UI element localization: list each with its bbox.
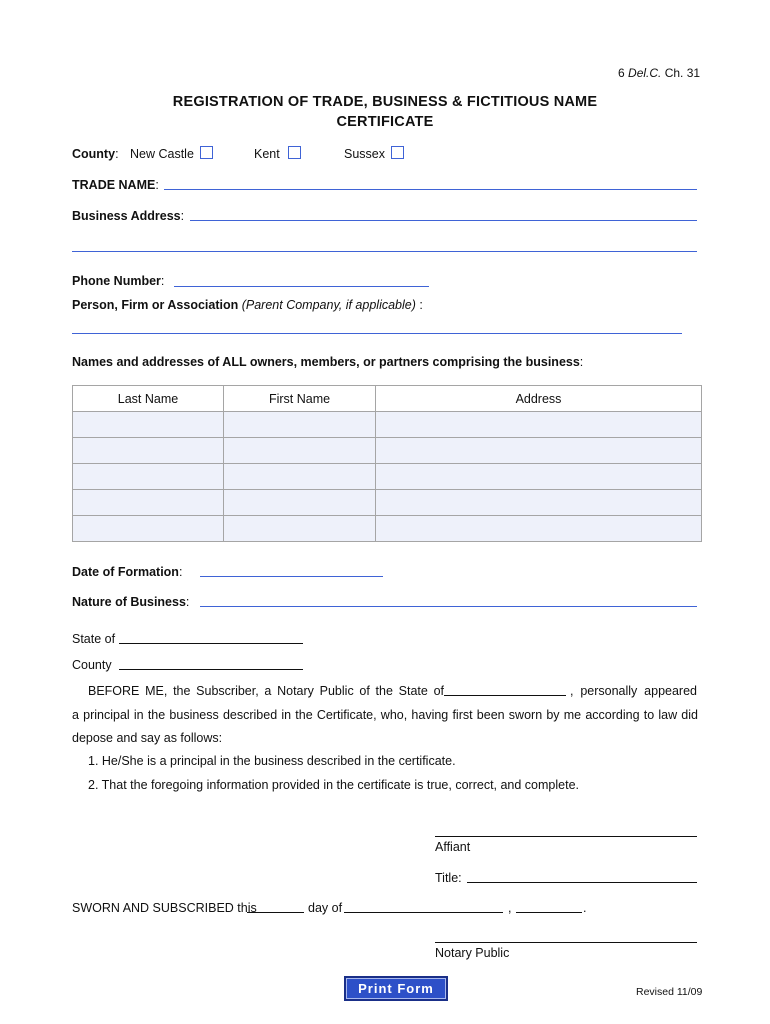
parent-company-label: Person, Firm or Association (Parent Company, if applicable) :	[72, 298, 423, 312]
sworn-year-blank	[516, 912, 582, 913]
sworn-day-of: day of	[308, 901, 343, 915]
column-header-address: Address	[376, 386, 702, 412]
table-row	[73, 464, 702, 490]
first-name-cell[interactable]	[224, 412, 376, 438]
parent-company-note: (Parent Company, if applicable)	[241, 298, 416, 312]
business-address-field-line2[interactable]	[72, 251, 697, 252]
print-form-button[interactable]	[344, 976, 448, 1001]
address-cell[interactable]	[376, 412, 702, 438]
table-row	[73, 516, 702, 542]
first-name-cell[interactable]	[224, 490, 376, 516]
column-header-first-name: First Name	[224, 386, 376, 412]
sworn-period: .	[583, 901, 587, 915]
county-kent-checkbox[interactable]	[288, 146, 301, 159]
county-option-kent-label: Kent	[254, 147, 280, 161]
address-cell[interactable]	[376, 464, 702, 490]
last-name-cell[interactable]	[73, 516, 224, 542]
oath-before-me: BEFORE ME, the Subscriber, a Notary Public of the State of	[88, 684, 444, 698]
last-name-cell[interactable]	[73, 490, 224, 516]
business-address-field[interactable]	[190, 220, 697, 221]
revision-date: Revised 11/09	[636, 986, 703, 998]
trade-name-label: TRADE NAME:	[72, 178, 159, 192]
address-cell[interactable]	[376, 490, 702, 516]
trade-name-field[interactable]	[164, 189, 697, 190]
nature-of-business-label: Nature of Business:	[72, 595, 190, 609]
statute-number: 6	[618, 66, 625, 80]
date-of-formation-field[interactable]	[200, 576, 383, 577]
table-row	[73, 438, 702, 464]
last-name-cell[interactable]	[73, 464, 224, 490]
form-title-line2: CERTIFICATE	[336, 114, 434, 130]
statute-reference	[618, 66, 700, 80]
notary-public-label: Notary Public	[435, 946, 510, 960]
phone-number-label: Phone Number:	[72, 274, 165, 288]
date-of-formation-label: Date of Formation:	[72, 565, 183, 579]
county-option-new-castle-label: New Castle	[130, 147, 194, 161]
affiant-signature-line	[435, 836, 697, 837]
county-of-label: County	[72, 658, 112, 672]
oath-item1: 1. He/She is a principal in the business described in the certificate.	[88, 754, 456, 768]
owners-heading: Names and addresses of ALL owners, members, or partners comprising the business:	[72, 355, 584, 369]
state-of-label: State of	[72, 632, 116, 646]
address-cell[interactable]	[376, 516, 702, 542]
print-form-button-label: Print Form	[346, 978, 446, 999]
statute-chapter: Ch. 31	[664, 66, 701, 80]
county-label: County:	[72, 147, 119, 161]
parent-company-field[interactable]	[72, 333, 682, 334]
phone-number-field[interactable]	[174, 286, 429, 287]
county-of-blank	[119, 669, 303, 670]
sworn-text: SWORN AND SUBSCRIBED this	[72, 901, 257, 915]
first-name-cell[interactable]	[224, 516, 376, 542]
county-sussex-checkbox[interactable]	[391, 146, 404, 159]
title-blank	[467, 882, 697, 883]
oath-state-blank	[444, 695, 566, 696]
title-label: Title:	[435, 871, 462, 885]
owners-table-header	[73, 386, 702, 412]
affiant-label: Affiant	[435, 840, 471, 854]
first-name-cell[interactable]	[224, 464, 376, 490]
state-of-blank	[119, 643, 303, 644]
oath-line3: depose and say as follows:	[72, 731, 223, 745]
sworn-comma: ,	[508, 901, 512, 915]
statute-code: Del.C.	[628, 66, 662, 80]
column-header-last-name: Last Name	[73, 386, 224, 412]
sworn-day-blank	[247, 912, 304, 913]
sworn-month-blank	[344, 912, 503, 913]
nature-of-business-field[interactable]	[200, 606, 697, 607]
notary-signature-line	[435, 942, 697, 943]
form-title	[0, 92, 770, 132]
business-address-label: Business Address:	[72, 209, 185, 223]
last-name-cell[interactable]	[73, 438, 224, 464]
county-new-castle-checkbox[interactable]	[200, 146, 213, 159]
owners-table	[72, 385, 702, 542]
first-name-cell[interactable]	[224, 438, 376, 464]
table-row	[73, 412, 702, 438]
county-option-sussex-label: Sussex	[344, 147, 385, 161]
oath-line2: a principal in the business described in the Certificate, who, having first been sworn by me according to law did	[72, 708, 698, 722]
last-name-cell[interactable]	[73, 412, 224, 438]
oath-personally-appeared: , personally appeared	[570, 684, 697, 698]
form-title-line1: REGISTRATION OF TRADE, BUSINESS & FICTITIOUS NAME	[172, 94, 598, 110]
oath-item2: 2. That the foregoing information provided in the certificate is true, correct, and complete.	[88, 778, 580, 792]
table-row	[73, 490, 702, 516]
address-cell[interactable]	[376, 438, 702, 464]
